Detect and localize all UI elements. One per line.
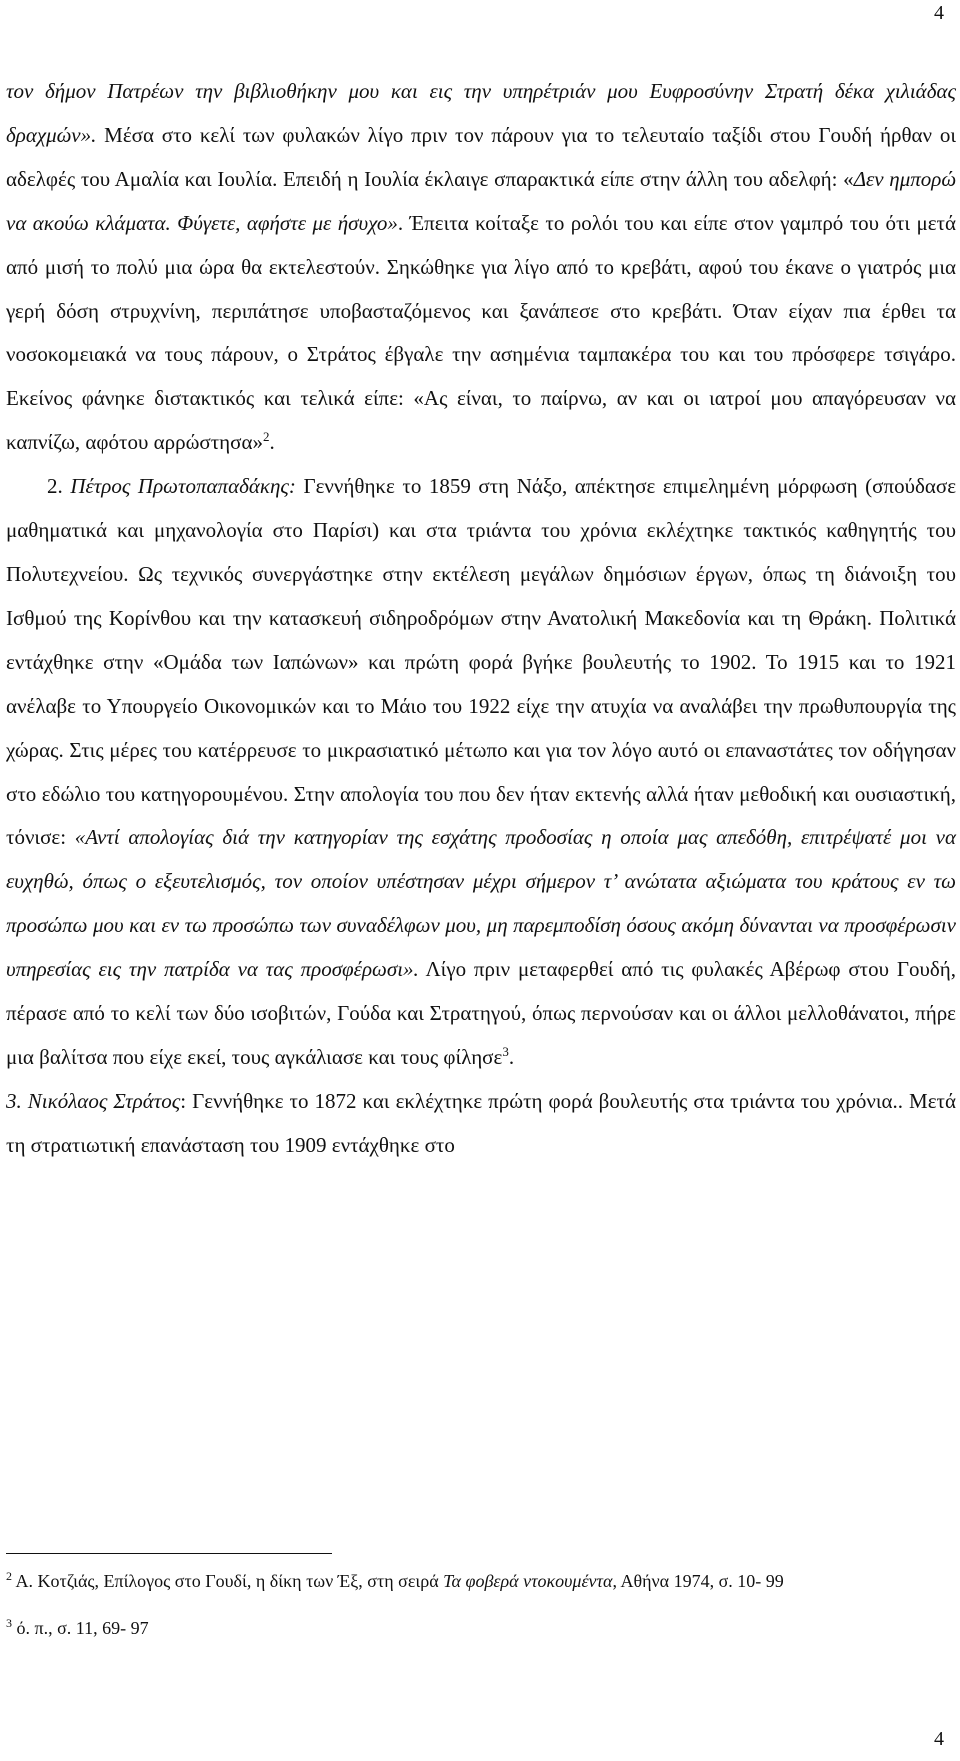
paragraph-3-text: : Γεννήθηκε το 1872 και εκλέχτηκε πρώτη φορά βουλευτής στα τριάντα του χρόνια.. Μετά τη στρατιωτική επανάσταση του 1909 εντάχθηκε στο xyxy=(6,1088,956,1157)
person-name-protopapadakis: Πέτρος Πρωτοπαπαδάκης: xyxy=(70,474,296,499)
paragraph-2-text-b: Λίγο πριν μεταφερθεί από τις φυλακές Αβέρωφ στου Γουδή, πέρασε από το κελί των δύο ισοβιτών, Γούδα και Στρατηγού, όπως περνούσαν και οι άλλοι μελλοθάνατοι, πήρε μια βαλίτσα που είχε εκεί, τους αγκάλιασε και τους φίλησε xyxy=(6,957,956,1069)
paragraph-1-text-b: . Έπειτα κοίταξε το ρολόι του και είπε στον γαμπρό του ότι μετά από μισή το πολύ μια ώρα θα εκτελεστούν. Σηκώθηκε για λίγο από το κρεβάτι, αφού του έκανε ο γιατρός μια γερή δόση στρυχνίνη, περιπάτησε υποβασταζόμενος και ξανάπεσε στο κρεβάτι. Όταν είχαν πια έρθει τα νοσοκομειακά να τους πάρουν, ο Στράτος έβγαλε την ασημένια ταμπακέρα του και του πρόσφερε τσιγάρο. Εκείνος φάνηκε διστακτικός και τελικά είπε: «Ας είναι, το παίρνω, αν και οι ιατροί μου απαγόρευσαν να καπνίζω, αφότου αρρώστησα» xyxy=(6,210,956,455)
will-quote-text: τον δήμον Πατρέων την βιβλιοθήκην μου και εις την υπηρέτριάν μου Ευφροσύνην Στρατή δέκα χιλιάδας δραχμών». xyxy=(6,79,956,147)
paragraph-2-number: 2. xyxy=(47,474,71,499)
footnote-mark-2: 2 xyxy=(6,1569,12,1583)
person-name-stratos: 3. Νικόλαος Στράτος xyxy=(6,1088,181,1113)
paragraph-1-text-a: Μέσα στο κελί των φυλακών λίγο πριν τον πάρουν για το τελευταίο ταξίδι στου Γουδή ήρθαν οι αδελφές του Αμαλία και Ιουλία. Επειδή η Ιουλία έκλαιγε σπαρακτικά είπε στην άλλη του αδελφή: « xyxy=(6,122,956,191)
page-number-top: 4 xyxy=(934,2,944,24)
footnote-ref-3: 3 xyxy=(502,1043,509,1059)
body-text xyxy=(6,70,956,1168)
page-number-bottom: 4 xyxy=(934,1728,944,1750)
footnote-mark-3: 3 xyxy=(6,1616,12,1630)
footnote-2-series-title: Τα φοβερά ντοκουμέντα xyxy=(443,1571,613,1591)
paragraph-2-end: . xyxy=(508,1044,515,1069)
paragraph-3 xyxy=(6,1080,956,1168)
footnote-3 xyxy=(6,1615,956,1642)
apology-quote-text: «Αντί απολογίας διά την κατηγορίαν της εσχάτης προδοσίας η οποία μας απεδόθη, επιτρέψατέ μοι να ευχηθώ, όπως ο εξευτελισμός, τον οποίον υπέστησαν μέχρι σήμερον τ’ ανώτατα αξιώματα του κράτους εν τω προσώπω μου και εν τω προσώπω των συναδέλφων μου, μη παρεμποδίση όσους ακόμη δύνανται να προσφέρωσιν υπηρεσίας εις την πατρίδα να τας προσφέρωσι». xyxy=(6,825,957,982)
footnote-ref-2: 2 xyxy=(262,429,270,445)
footnotes xyxy=(6,1568,956,1642)
paragraph-1 xyxy=(6,70,956,465)
footnote-2 xyxy=(6,1568,956,1595)
sister-quote-text: Δεν ημπορώ να ακούω κλάματα. Φύγετε, αφήστε με ήσυχο» xyxy=(6,166,956,235)
paragraph-1-end: . xyxy=(269,430,275,455)
footnote-2-text-a: Α. Κοτζιάς, Επίλογος στο Γουδί, η δίκη των Έξ, στη σειρά xyxy=(12,1571,444,1591)
paragraph-2-text-a: Γεννήθηκε το 1859 στη Νάξο, απέκτησε επιμελημένη μόρφωση (σπούδασε μαθηματικά και μηχανολογία στο Παρίσι) και στα τριάντα του χρόνια εκλέχτηκε τακτικός καθηγητής του Πολυτεχνείου. Ως τεχνικός συνεργάστηκε στην εκτέλεση μεγάλων δημόσιων έργων, όπως τη διάνοιξη του Ισθμού της Κορίνθου και την κατασκευή σιδηροδρόμων στην Ανατολική Μακεδονία και τη Θράκη. Πολιτικά εντάχθηκε στην «Ομάδα των Ιαπώνων» και πρώτη φορά βγήκε βουλευτής το 1902. Το 1915 και το 1921 ανέλαβε το Υπουργείο Οικονομικών και το Μάιο του 1922 είχε την ατυχία να αναλάβει την πρωθυπουργία της χώρας. Στις μέρες του κατέρρευσε το μικρασιατικό μέτωπο και για τον λόγο αυτό οι επαναστάτες τον οδήγησαν στο εδώλιο του κατηγορουμένου. Στην απολογία του που δεν ήταν εκτενής αλλά ήταν μεθοδική και ουσιαστική, τόνισε: xyxy=(6,474,957,850)
paragraph-2 xyxy=(6,465,956,1080)
footnote-2-text-b: , Αθήνα 1974, σ. 10- 99 xyxy=(612,1571,784,1591)
footnote-separator xyxy=(6,1553,332,1554)
footnote-3-text: ό. π., σ. 11, 69- 97 xyxy=(12,1618,149,1638)
